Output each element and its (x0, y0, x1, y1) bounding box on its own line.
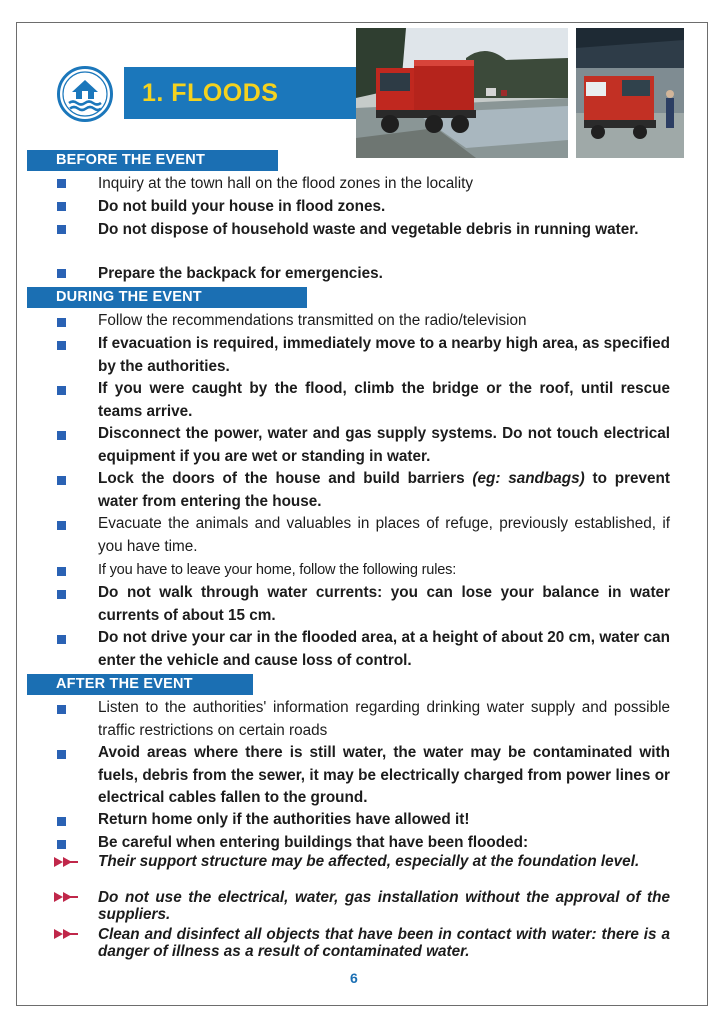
list-item: If you have to leave your home, follow the following rules: (98, 562, 457, 578)
list-item: Be careful when entering buildings that have been flooded: (98, 834, 529, 851)
bullet-icon (57, 840, 66, 849)
list-item: Do not walk through water currents: you can lose your balance in water currents of about 15 cm. (98, 584, 670, 624)
section-during-heading (27, 287, 307, 308)
barriers-example: (eg: sandbags) (472, 470, 585, 487)
title-banner (124, 67, 356, 119)
list-item: Do not drive your car in the flooded area, at a height of about 20 cm, water can enter the vehicle and cause loss of control. (98, 629, 670, 669)
bullet-icon (57, 225, 66, 234)
list-item: Disconnect the power, water and gas supply systems. Do not touch electrical equipment if you are wet or standing in water. (98, 425, 670, 465)
sub-item: Their support structure may be affected, especially at the foundation level. (98, 853, 640, 870)
barriers-text-end: to prevent water from entering the house. (98, 470, 670, 510)
double-arrow-icon (54, 891, 78, 903)
house-flood-icon (57, 66, 113, 122)
section-before-label: BEFORE THE EVENT (56, 152, 206, 168)
sub-item: Do not use the electrical, water, gas installation without the approval of the suppliers. (98, 889, 670, 923)
bullet-icon (57, 567, 66, 576)
bullet-icon (57, 817, 66, 826)
bullet-icon (57, 269, 66, 278)
section-after-label: AFTER THE EVENT (56, 676, 193, 692)
barriers-text: Lock the doors of the house and build barriers (98, 470, 473, 487)
list-item-barriers (98, 468, 670, 513)
list-item: Inquiry at the town hall on the flood zones in the locality (98, 175, 474, 192)
double-arrow-icon (54, 928, 78, 940)
list-item: Return home only if the authorities have allowed it! (98, 811, 470, 828)
double-arrow-icon (54, 856, 78, 868)
list-item: Follow the recommendations transmitted on the radio/television (98, 312, 527, 329)
list-item: Do not build your house in flood zones. (98, 198, 386, 215)
section-before-heading (27, 150, 278, 171)
flooded-tunnel-truck-photo (576, 28, 684, 158)
bullet-icon (57, 179, 66, 188)
bullet-icon (57, 476, 66, 485)
bullet-icon (57, 202, 66, 211)
list-item: Avoid areas where there is still water, the water may be contaminated with fuels, debris from the sewer, it may be electrically charged from power lines or electrical cables fallen to the ground. (98, 744, 670, 806)
bullet-icon (57, 635, 66, 644)
list-item: Prepare the backpack for emergencies. (98, 265, 383, 282)
list-item: If you were caught by the flood, climb the bridge or the roof, until rescue teams arrive. (98, 380, 670, 420)
list-item: Do not dispose of household waste and vegetable debris in running water. (98, 221, 639, 238)
sub-item: Clean and disinfect all objects that have been in contact with water: there is a danger of illness as a result of contaminated water. (98, 926, 670, 960)
bullet-icon (57, 341, 66, 350)
bullet-icon (57, 521, 66, 530)
list-item: Listen to the authorities' information regarding drinking water supply and possible traffic restrictions on certain roads (98, 699, 670, 739)
section-during-label: DURING THE EVENT (56, 289, 202, 305)
list-item: Evacuate the animals and valuables in places of refuge, previously established, if you have time. (98, 515, 670, 555)
bullet-icon (57, 750, 66, 759)
list-item: If evacuation is required, immediately move to a nearby high area, as specified by the authorities. (98, 335, 670, 375)
page-number: 6 (350, 970, 358, 986)
page-title: 1. FLOODS (142, 79, 279, 107)
flooded-road-truck-photo (356, 28, 568, 158)
bullet-icon (57, 386, 66, 395)
bullet-icon (57, 431, 66, 440)
bullet-icon (57, 318, 66, 327)
bullet-icon (57, 705, 66, 714)
section-after-heading (27, 674, 253, 695)
bullet-icon (57, 590, 66, 599)
